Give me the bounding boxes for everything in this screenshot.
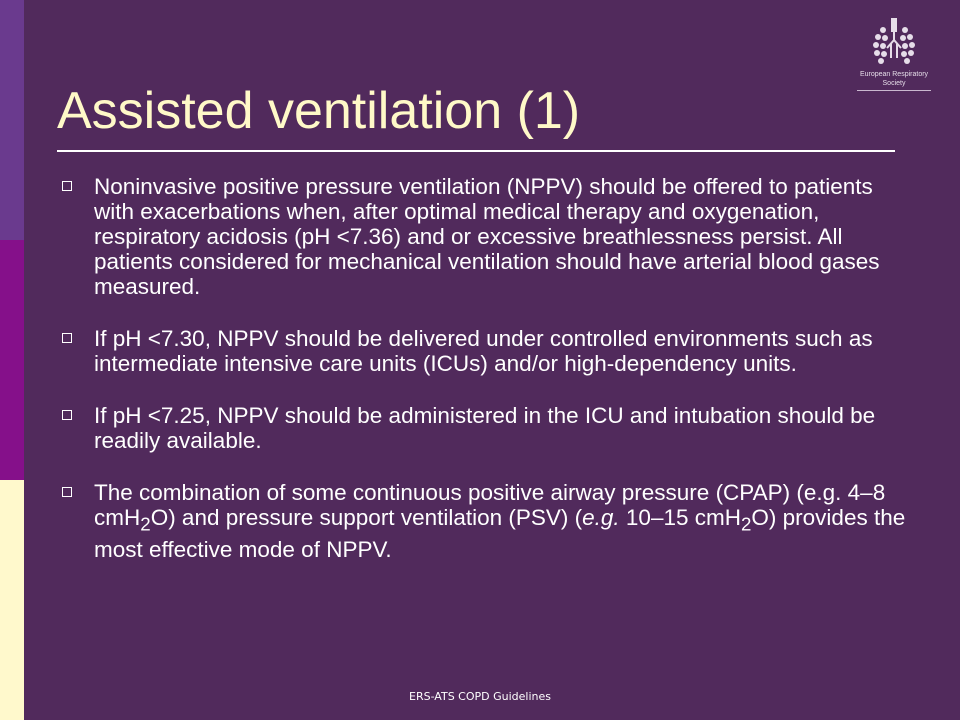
square-bullet-icon xyxy=(62,333,72,343)
decor-band-middle xyxy=(0,240,24,480)
decor-band-bottom xyxy=(0,480,24,720)
title-divider xyxy=(57,150,895,152)
ers-logo xyxy=(855,18,935,93)
bullet-text: If pH <7.30, NPPV should be delivered under controlled environments such as intermediate intensive care units (ICUs) and/or high-dependency units. xyxy=(94,326,873,376)
slide-title: Assisted ventilation (1) xyxy=(57,82,581,140)
bullet-item xyxy=(58,403,918,453)
decor-band-top xyxy=(0,0,24,240)
bullet-text: Noninvasive positive pressure ventilation (NPPV) should be offered to patients with exacerbations when, after optimal medical therapy and oxygenation, respiratory acidosis (pH <7.36) and or excessive breathlessness persist. All patients considered for mechanical ventilation should have arterial blood gases measured. xyxy=(94,174,880,299)
bullet-text xyxy=(94,480,905,562)
bullet-text-part: 10–15 cmH xyxy=(619,505,741,530)
square-bullet-icon xyxy=(62,487,72,497)
bullet-text: If pH <7.25, NPPV should be administered in the ICU and intubation should be readily available. xyxy=(94,403,876,453)
bullet-item xyxy=(58,326,918,376)
square-bullet-icon xyxy=(62,181,72,191)
slide-footer: ERS-ATS COPD Guidelines xyxy=(409,690,551,703)
bullet-text-part: The combination of some continuous positive airway pressure (CPAP) (e.g. 4–8 cmH xyxy=(94,480,886,530)
bullet-text-part: O) provides the most effective mode of NPPV. xyxy=(94,505,906,562)
lungs-icon xyxy=(871,18,917,66)
logo-line-2: Society xyxy=(882,80,906,87)
bullet-item xyxy=(58,480,918,562)
italic-eg: e.g. xyxy=(582,505,620,530)
bullet-list xyxy=(58,174,918,589)
logo-underline xyxy=(857,90,931,91)
subscript-2: 2 xyxy=(740,513,752,535)
square-bullet-icon xyxy=(62,410,72,420)
subscript-2: 2 xyxy=(140,513,151,535)
logo-text xyxy=(855,70,933,88)
bullet-item xyxy=(58,174,918,299)
bullet-text-part: O) and pressure support ventilation (PSV) ( xyxy=(150,505,583,530)
logo-line-1: European Respiratory xyxy=(859,71,929,78)
